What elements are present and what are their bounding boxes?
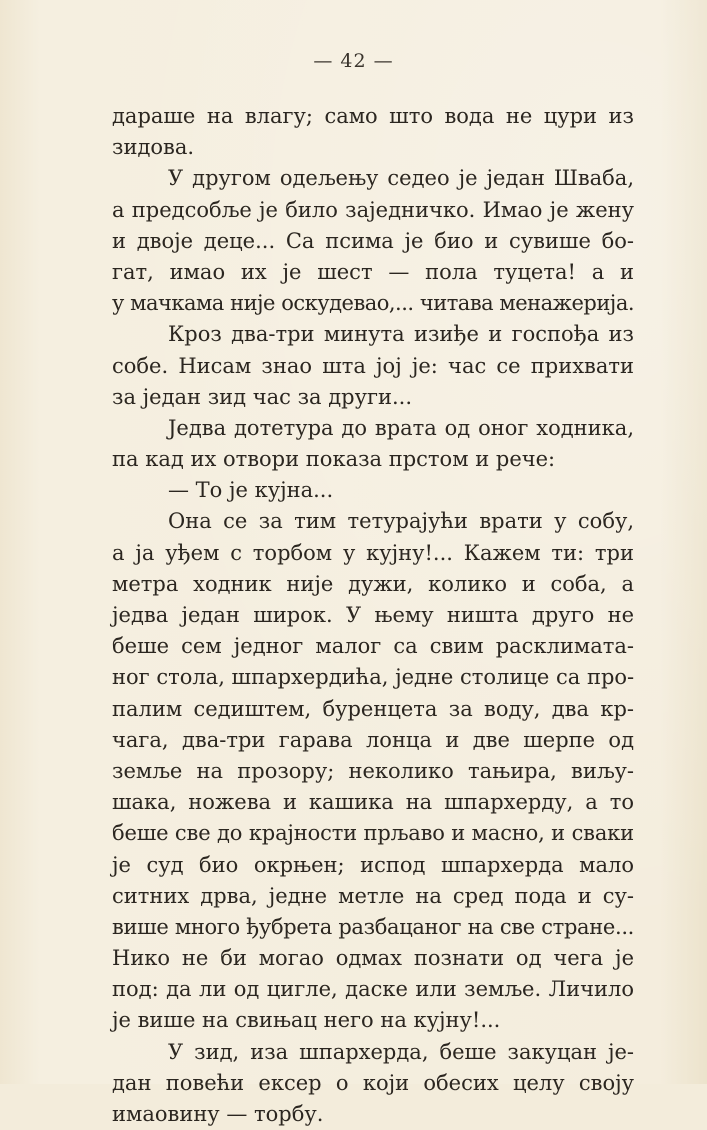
text-line: шака, ножева и кашика на шпархерду, а то <box>112 790 634 815</box>
body-text <box>112 101 634 1130</box>
text-line: за један зид час за други... <box>112 384 413 409</box>
text-line: је више на свињац него на кујну!... <box>112 1008 501 1033</box>
text-line: имаовину — торбу. <box>112 1102 324 1126</box>
text-line: под: да ли од цигле, даске или земље. Личило <box>112 977 634 1002</box>
text-line: Кроз два-три минута изиђе и госпођа из <box>168 322 634 347</box>
text-line: Нико не би могао одмах познати од чега је <box>112 946 634 971</box>
text-line: — То је кујна... <box>168 478 334 503</box>
text-line: чага, два-три гарава лонца и две шерпе од <box>112 727 634 752</box>
text-line: дан повећи ексер о који обесих целу своју <box>112 1070 634 1095</box>
text-line: беше све до крајности прљаво и масно, и сваки <box>112 821 634 846</box>
text-line: У зид, иза шпархерда, беше закуцан је- <box>168 1039 634 1064</box>
text-line: а ја уђем с торбом у кујну!... Кажем ти: три <box>112 540 634 565</box>
text-line: а предсобље је било заједничко. Имао је жену <box>112 197 634 222</box>
text-line: ног стола, шпархердића, једне столице са про- <box>112 665 635 690</box>
text-line: је суд био окрњен; испод шпархерда мало <box>112 852 634 877</box>
page-number: — 42 — <box>313 50 394 72</box>
text-line: Једва дотетура до врата од оног ходника, <box>168 415 634 440</box>
text-line: палим седиштем, буренцета за воду, два кр- <box>112 696 634 721</box>
text-line: гат, имао их је шест — пола туцета! а и <box>112 259 634 284</box>
text-line: па кад их отвори показа прстом и рече: <box>112 447 556 472</box>
text-line: ситних дрва, једне метле на сред пода и су- <box>112 883 634 908</box>
text-line: Она се за тим тетурајући врати у собу, <box>168 509 634 534</box>
text-line: У другом одељењу седео је један Шваба, <box>168 166 634 191</box>
text-line: више много ђубрета разбацаног на све стране... <box>112 914 634 939</box>
text-line: метра ходник није дужи, колико и соба, а <box>112 571 634 596</box>
text-line: собе. Нисам знао шта јој је: час се прихвати <box>112 353 634 378</box>
text-line: и двоје деце... Са псима је био и сувише бо- <box>112 228 634 253</box>
text-line: зидова. <box>112 135 195 160</box>
text-line: земље на прозору; неколико тањира, виљу- <box>112 758 634 783</box>
text-line: дараше на влагу; само што вода не цури из <box>112 104 634 128</box>
text-line: у мачкама није оскудевао,... читава менажерија. <box>112 291 634 316</box>
text-line: беше сем једног малог са свим расклимата- <box>112 634 634 659</box>
text-line: једва један широк. У њему ништа друго не <box>112 603 634 627</box>
